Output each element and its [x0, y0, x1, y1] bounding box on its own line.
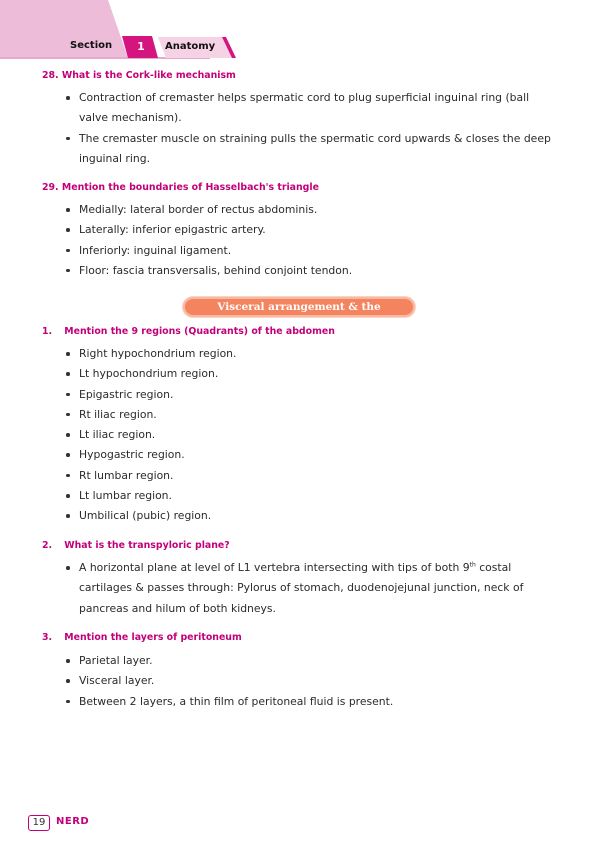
list-item: Parietal layer.: [66, 651, 556, 671]
list-item: Umbilical (pubic) region.: [66, 506, 556, 526]
question-title: What is the transpyloric plane?: [64, 540, 230, 551]
list-item: Contraction of cremaster helps spermatic cord to plug superficial inguinal ring (ball valve mechanism).: [66, 88, 556, 129]
list-item: Medially: lateral border of rectus abdominis.: [66, 200, 556, 220]
question-number: 1.: [42, 326, 53, 337]
superscript: th: [469, 561, 476, 569]
list-item: Rt lumbar region.: [66, 466, 556, 486]
list-item: Right hypochondrium region.: [66, 344, 556, 364]
question-number: 28.: [42, 70, 59, 81]
question-2-list: [66, 558, 556, 619]
question-title: Mention the layers of peritoneum: [64, 632, 242, 643]
section-name: Anatomy: [165, 41, 216, 52]
question-title: What is the Cork-like mechanism: [61, 70, 236, 81]
question-28-heading: [42, 70, 236, 81]
nerd-logo: NERD: [56, 816, 90, 827]
item-text: costal cartilages & passes through: Pylorus of stomach, duodenojejunal junction, neck of pancreas and hilum of both kidneys.: [79, 561, 524, 615]
list-item: Floor: fascia transversalis, behind conjoint tendon.: [66, 261, 556, 281]
question-number: 29.: [42, 182, 59, 193]
question-3-heading: [42, 632, 242, 643]
list-item: Between 2 layers, a thin film of peritoneal fluid is present.: [66, 692, 556, 712]
question-2-heading: [42, 540, 230, 551]
list-item: The cremaster muscle on straining pulls the spermatic cord upwards & closes the deep inguinal ring.: [66, 129, 556, 170]
list-item: Laterally: inferior epigastric artery.: [66, 220, 556, 240]
question-1-heading: [42, 326, 335, 337]
list-item: Rt iliac region.: [66, 405, 556, 425]
page-header: [0, 0, 600, 64]
question-title: Mention the boundaries of Hasselbach's triangle: [61, 182, 319, 193]
question-title: Mention the 9 regions (Quadrants) of the abdomen: [64, 326, 335, 337]
question-number: 3.: [42, 632, 53, 643]
question-28-list: [66, 88, 556, 169]
section-banner: Visceral arrangement & the peritoneum: [183, 297, 415, 317]
list-item: Lt hypochondrium region.: [66, 364, 556, 384]
question-29-heading: [42, 182, 319, 193]
question-number: 2.: [42, 540, 53, 551]
list-item: Lt lumbar region.: [66, 486, 556, 506]
question-3-list: [66, 651, 556, 712]
section-label: Section: [70, 40, 113, 51]
list-item: Inferiorly: inguinal ligament.: [66, 241, 556, 261]
header-decoration: [0, 0, 600, 64]
list-item: Epigastric region.: [66, 385, 556, 405]
question-1-list: [66, 344, 556, 527]
page-number: 19: [28, 815, 50, 831]
list-item: Lt iliac region.: [66, 425, 556, 445]
list-item: Visceral layer.: [66, 671, 556, 691]
list-item: Hypogastric region.: [66, 445, 556, 465]
question-29-list: [66, 200, 556, 281]
list-item: [66, 558, 556, 619]
section-number: 1: [137, 40, 145, 53]
item-text: A horizontal plane at level of L1 vertebra intersecting with tips of both 9: [79, 561, 470, 574]
